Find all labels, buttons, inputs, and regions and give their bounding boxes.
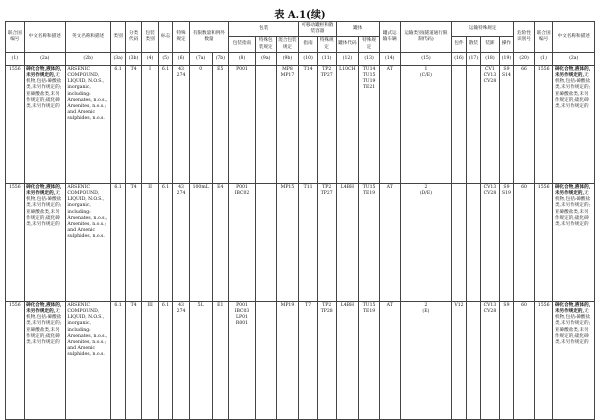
- col-number: (9a): [255, 52, 276, 65]
- col-number: (7b): [212, 52, 229, 65]
- th-class: 类别: [111, 22, 125, 53]
- cell-cn-name: [24, 183, 65, 301]
- th-un-no-end: 联合国编号: [534, 22, 553, 53]
- cell-limited: 0: [189, 65, 212, 183]
- cell-pt-instructions: T7: [299, 301, 318, 419]
- name-text: 砷化合物,液体的,未另作规定的,: [26, 66, 62, 78]
- cell-tank-code: L10CH: [336, 65, 359, 183]
- cell-un-no-end: 1556: [534, 65, 553, 183]
- cell-hazard-id: 60: [514, 301, 535, 419]
- th-labels: 标志: [158, 22, 172, 53]
- name-text: 无机物,包括:砷酸盐类,未另作规定的;亚砷酸盐类,未另作规定的;硫化砷类,未另作规定的: [26, 308, 62, 345]
- col-number: (13): [359, 52, 380, 65]
- cell-packages: [452, 183, 466, 301]
- cell-loading: CV13 CV28: [481, 183, 500, 301]
- cell-class: 6.1: [111, 65, 125, 183]
- cell-tank-special: TU14 TU15 TU19 TE21: [359, 65, 380, 183]
- cell-special-provisions: 43 274: [173, 301, 190, 419]
- name-text: 无机物,包括:砷酸盐类,未另作规定的;亚砷酸盐类,未另作规定的;硫化砷类,未另作规定的: [26, 72, 62, 109]
- col-number: (2b): [65, 52, 110, 65]
- cell-en-name: ARSENIC COMPOUND, LIQUID, N.O.S., inorganic, including: Arsenates, n.o.s., Arsenites, n.o.s.; and Arsenic sulphides, n.o.s.: [65, 65, 110, 183]
- th-en-name: 英文名称和描述: [65, 22, 110, 53]
- cell-transport-cat: 2 (E): [400, 301, 452, 419]
- cell-tank-special: TU15 TE19: [359, 301, 380, 419]
- cell-limited: 100mL: [189, 183, 212, 301]
- cell-bulk: [466, 65, 480, 183]
- cell-labels: 6.1: [158, 301, 172, 419]
- col-number: (8): [229, 52, 256, 65]
- cell-pack-instructions: P001: [229, 65, 256, 183]
- cell-packing-group: II: [142, 183, 159, 301]
- col-number: (5): [158, 52, 172, 65]
- cell-tank-code: L4BH: [336, 183, 359, 301]
- cell-limited: 5L: [189, 301, 212, 419]
- cell-bulk: [466, 183, 480, 301]
- name-text: 砷化合物,液体的,未另作规定的,: [554, 302, 591, 314]
- cell-packages: [452, 65, 466, 183]
- name-text: 砷化合物,液体的,未另作规定的,: [554, 184, 591, 196]
- cell-class-code: T4: [125, 65, 142, 183]
- table-row: [6, 65, 595, 183]
- table-row: [6, 301, 595, 419]
- cell-packing-group: I: [142, 65, 159, 183]
- th-packaging: 包装: [229, 22, 299, 37]
- cell-un-no-end: 1556: [534, 301, 553, 419]
- cell-vehicle: AT: [379, 301, 400, 419]
- cell-pt-special: TP2 TP27: [317, 65, 336, 183]
- cell-cn-name: [24, 301, 65, 419]
- table-row: [6, 183, 595, 301]
- cell-tank-special: TU15 TE19: [359, 183, 380, 301]
- cell-hazard-id: 60: [514, 183, 535, 301]
- column-number-row: [6, 52, 595, 65]
- th-mixed-pack: 混合包装规定: [276, 37, 299, 52]
- cell-class-code: T4: [125, 183, 142, 301]
- cell-cn-name-end: [553, 301, 595, 419]
- cell-pack-instructions: P001 IBC02: [229, 183, 256, 301]
- cell-operation: S9 S14: [499, 65, 513, 183]
- th-class-code: 分类代码: [125, 22, 142, 53]
- col-number: (12): [336, 52, 359, 65]
- th-special-transport: 运输特殊规定: [452, 22, 514, 37]
- th-special-pack: 特殊包装规定: [255, 37, 276, 52]
- cell-special-pack: [255, 65, 276, 183]
- cell-transport-cat: 2 (D/E): [400, 183, 452, 301]
- name-text: 砷化合物,液体的,未另作规定的,: [554, 66, 591, 78]
- col-number: (11): [317, 52, 336, 65]
- cell-packing-group: III: [142, 301, 159, 419]
- cell-pt-special: TP2 TP27: [317, 183, 336, 301]
- name-text: 砷化合物,液体的,未另作规定的,: [26, 302, 62, 314]
- col-number: (9b): [276, 52, 299, 65]
- cell-cn-name: [24, 65, 65, 183]
- th-cn-name-end: 中文名称和描述: [553, 22, 595, 53]
- th-transport-cat: 运输类别(隧道通行限制代码): [400, 22, 452, 53]
- th-pt-instructions: 指南: [299, 37, 318, 52]
- col-number: (15): [400, 52, 452, 65]
- col-number: (2a): [553, 52, 595, 65]
- cell-loading: CV1 CV13 CV28: [481, 65, 500, 183]
- cell-tank-code: L4BH: [336, 301, 359, 419]
- col-number: (20): [514, 52, 535, 65]
- table-title: 表 A.1(续): [274, 10, 326, 21]
- cell-en-name: ARSENIC COMPOUND, LIQUID, N.O.S., inorganic, including: Arsenates, n.o.s., Arsenites, n.o.s.; and Arsenic sulphides, n.o.s.: [65, 183, 110, 301]
- col-number: (3b): [125, 52, 142, 65]
- cell-en-name: ARSENIC COMPOUND, LIQUID, N.O.S., inorganic, including: Arsenates, n.o.s., Arsenites, n.o.s.; and Arsenic sulphides, n.o.s.: [65, 301, 110, 419]
- cell-packages: V12: [452, 301, 466, 419]
- cell-un-no: 1556: [6, 65, 25, 183]
- cell-cn-name-end: [553, 65, 595, 183]
- th-loading: 装卸: [481, 37, 500, 52]
- cell-special-provisions: 43 274: [173, 183, 190, 301]
- cell-excepted: E5: [212, 65, 229, 183]
- th-un-no: 联合国编号: [6, 22, 25, 53]
- cell-bulk: [466, 301, 480, 419]
- cell-class-code: T4: [125, 301, 142, 419]
- name-text: 无机物,包括:砷酸盐类,未另作规定的;亚砷酸盐类,未另作规定的;硫化砷类,未另作规定的: [554, 72, 591, 109]
- th-pt-special: 特殊规定: [317, 37, 336, 52]
- cell-pt-instructions: T11: [299, 183, 318, 301]
- th-portable-tanks: 可移动罐柜和散装容器: [299, 22, 336, 37]
- cell-class: 6.1: [111, 301, 125, 419]
- th-vehicle: 罐式运输车辆: [379, 22, 400, 53]
- col-number: (1): [6, 52, 25, 65]
- cell-mixed-pack: MP8 MP17: [276, 65, 299, 183]
- th-limited-excepted: 有限数量和例外数量: [189, 22, 228, 53]
- cell-mixed-pack: MP19: [276, 301, 299, 419]
- cell-transport-cat: 1 (C/E): [400, 65, 452, 183]
- th-packing-group: 包装类别: [142, 22, 159, 53]
- cell-pack-instructions: P001 IBC03 LP01 R001: [229, 301, 256, 419]
- name-text: 无机物,包括:砷酸盐类,未另作规定的;亚砷酸盐类,未另作规定的;硫化砷类,未另作规定的: [554, 308, 591, 345]
- col-number: (1): [534, 52, 553, 65]
- header-row-1: [6, 22, 595, 37]
- cell-excepted: E4: [212, 183, 229, 301]
- col-number: (19): [499, 52, 513, 65]
- cell-un-no-end: 1556: [534, 183, 553, 301]
- col-number: (10): [299, 52, 318, 65]
- col-number: (14): [379, 52, 400, 65]
- cell-loading: CV13 CV28: [481, 301, 500, 419]
- col-number: (16): [452, 52, 466, 65]
- cell-operation: S9 S19: [499, 183, 513, 301]
- th-tank-code: 罐体代码: [336, 37, 359, 52]
- th-pack-instructions: 包装指南: [229, 37, 256, 52]
- col-number: (4): [142, 52, 159, 65]
- th-packages: 包件: [452, 37, 466, 52]
- th-cn-name: 中文名称和描述: [24, 22, 65, 53]
- name-text: 砷化合物,液体的,未另作规定的,: [26, 184, 62, 196]
- col-number: (18): [481, 52, 500, 65]
- cell-hazard-id: 66: [514, 65, 535, 183]
- th-tank-special: 特殊规定: [359, 37, 380, 52]
- th-operation: 操作: [499, 37, 513, 52]
- col-number: (2a): [24, 52, 65, 65]
- cell-vehicle: AT: [379, 65, 400, 183]
- name-text: 无机物,包括:砷酸盐类,未另作规定的;亚砷酸盐类,未另作规定的;硫化砷类,未另作规定的: [26, 190, 62, 227]
- cell-vehicle: AT: [379, 183, 400, 301]
- name-text: 无机物,包括:砷酸盐类,未另作规定的;亚砷酸盐类,未另作规定的;硫化砷类,未另作规定的: [554, 190, 591, 227]
- th-tank: 罐体: [336, 22, 379, 37]
- cell-mixed-pack: MP15: [276, 183, 299, 301]
- cell-pt-instructions: T14: [299, 65, 318, 183]
- cell-pt-special: TP2 TP28: [317, 301, 336, 419]
- cell-labels: 6.1: [158, 183, 172, 301]
- cell-un-no: 1556: [6, 183, 25, 301]
- cell-cn-name-end: [553, 183, 595, 301]
- cell-labels: 6.1: [158, 65, 172, 183]
- th-hazard-id: 危险性识别号: [514, 22, 535, 53]
- cell-special-provisions: 43 274: [173, 65, 190, 183]
- cell-un-no: 1556: [6, 301, 25, 419]
- table-body: [6, 65, 595, 419]
- cell-excepted: E1: [212, 301, 229, 419]
- col-number: (17): [466, 52, 480, 65]
- cell-special-pack: [255, 183, 276, 301]
- col-number: (7a): [189, 52, 212, 65]
- th-special-provisions: 特殊规定: [173, 22, 190, 53]
- cell-class: 6.1: [111, 183, 125, 301]
- th-bulk: 散装: [466, 37, 480, 52]
- dangerous-goods-table: [5, 21, 595, 420]
- col-number: (6): [173, 52, 190, 65]
- cell-special-pack: [255, 301, 276, 419]
- cell-operation: S9: [499, 301, 513, 419]
- col-number: (3a): [111, 52, 125, 65]
